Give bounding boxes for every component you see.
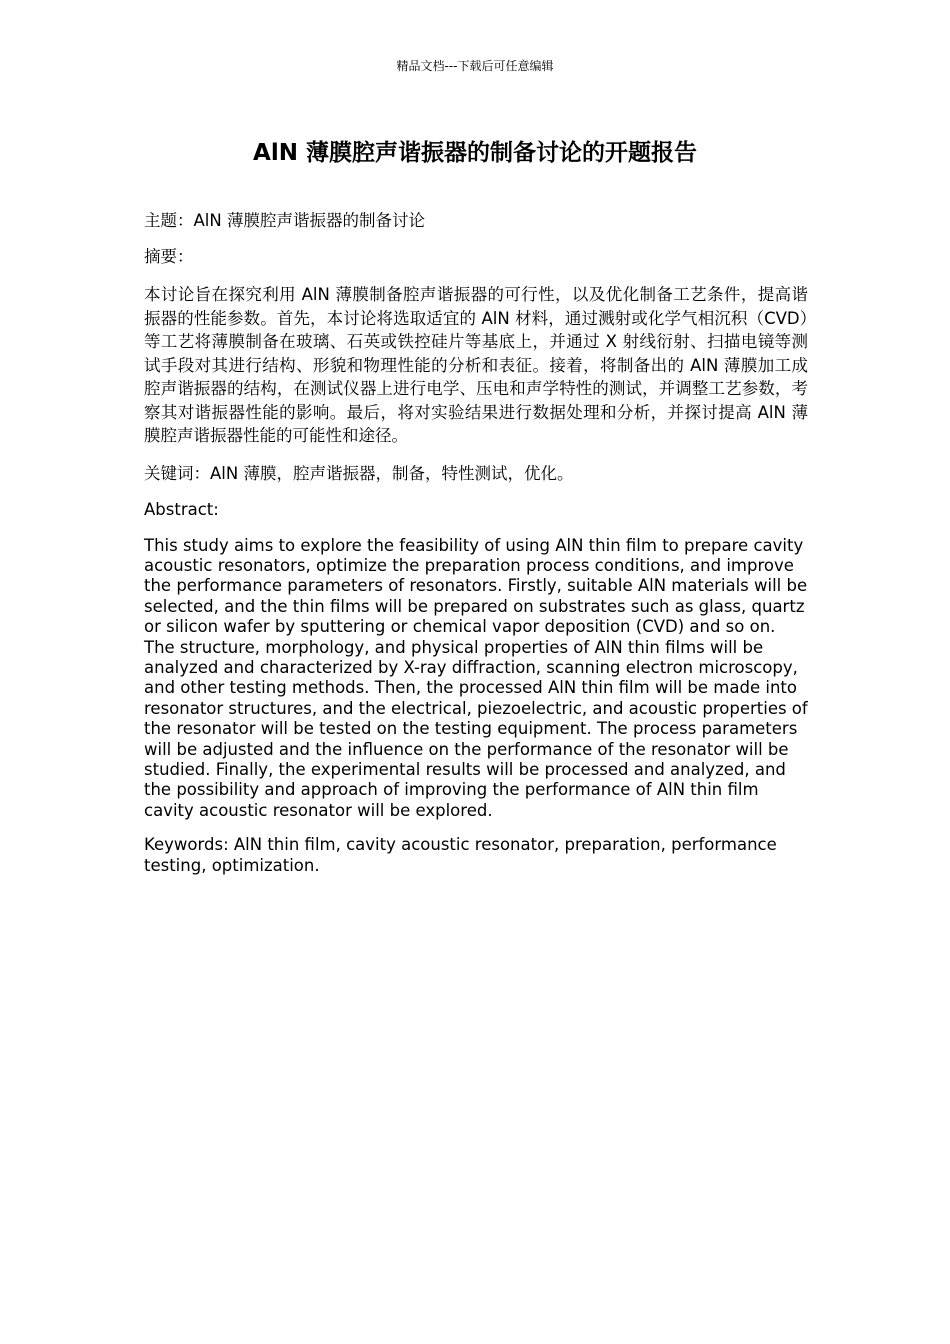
abstract-cn-label: 摘要：	[144, 247, 194, 266]
keywords-en-line: Keywords: AlN thin film, cavity acoustic resonator, preparation, performance testing, optimization.	[144, 835, 777, 875]
document-title: AlN 薄膜腔声谐振器的制备讨论的开题报告	[253, 140, 697, 166]
document-body	[144, 209, 808, 876]
abstract-cn-paragraph: 本讨论旨在探究利用 AlN 薄膜制备腔声谐振器的可行性，以及优化制备工艺条件，提高谐振器的性能参数。首先，本讨论将选取适宜的 AlN 材料，通过溅射或化学气相沉积（CVD）等工艺将薄膜制备在玻璃、石英或铁控硅片等基底上，并通过 X 射线衍射、扫描电镜等测试手段对其进行结构、形貌和物理性能的分析和表征。接着，将制备出的 AlN 薄膜加工成腔声谐振器的结构，在测试仪器上进行电学、压电和声学特性的测试，并调整工艺参数，考察其对谐振器性能的影响。最后，将对实验结果进行数据处理和分析，并探讨提高 AlN 薄膜腔声谐振器性能的可能性和途径。	[144, 285, 808, 445]
abstract-en-label: Abstract:	[144, 499, 219, 519]
topic-line: 主题：AlN 薄膜腔声谐振器的制备讨论	[144, 211, 425, 230]
header-note: 精品文档---下载后可任意编辑	[396, 59, 554, 73]
keywords-cn-line: 关键词：AlN 薄膜，腔声谐振器，制备，特性测试，优化。	[144, 463, 574, 483]
abstract-en-paragraph: This study aims to explore the feasibility of using AlN thin film to prepare cavity acoustic resonators, optimize the preparation process conditions, and improve the performance parameters of resonators. Firstly, suitable AlN materials will be selected, and the thin films will be prepared on substrates such as glass, quartz or silicon wafer by sputtering or chemical vapor deposition (CVD) and so on. The structure, morphology, and physical properties of AlN thin films will be analyzed and characterized by X-ray diffraction, scanning electron microscopy, and other testing methods. Then, the processed AlN thin film will be made into resonator structures, and the electrical, piezoelectric, and acoustic properties of the resonator will be tested on the testing equipment. The process parameters will be adjusted and the influence on the performance of the resonator will be studied. Finally, the experimental results will be processed and analyzed, and the possibility and approach of improving the performance of AlN thin film cavity acoustic resonator will be explored.	[144, 535, 808, 820]
